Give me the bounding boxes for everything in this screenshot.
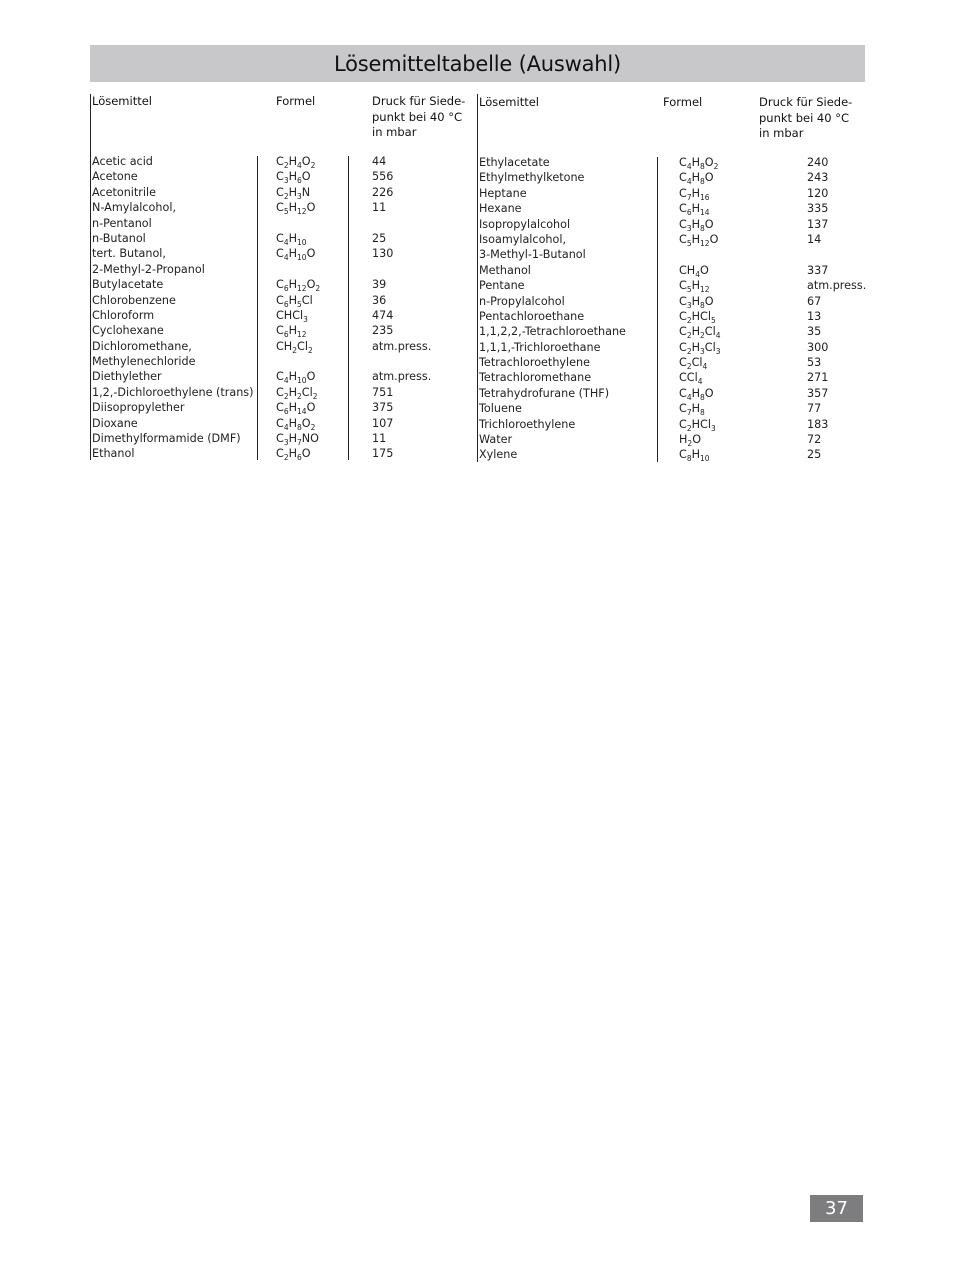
table-row bbox=[477, 201, 865, 216]
solvent-name: Diethylether bbox=[92, 370, 162, 384]
solvent-formula: $C_4H_8O$ bbox=[679, 171, 714, 187]
header-solvent: Lösemittel bbox=[92, 94, 152, 108]
table-row bbox=[90, 431, 478, 446]
solvent-formula: $C_6H_{14}O$ bbox=[276, 401, 316, 417]
solvent-name: Methylenechloride bbox=[92, 355, 196, 369]
table-row bbox=[477, 186, 865, 201]
solvent-formula: $C_6H_{14}$ bbox=[679, 202, 710, 218]
solvent-name: N-Amylalcohol, bbox=[92, 201, 176, 215]
solvent-name: Ethylacetate bbox=[479, 156, 550, 169]
table-row bbox=[477, 340, 865, 355]
boiling-pressure: 130 bbox=[372, 247, 394, 261]
solvent-formula: $C_7H_{16}$ bbox=[679, 186, 710, 202]
solvent-formula: $C_6H_{12}O_2$ bbox=[276, 278, 321, 294]
boiling-pressure: 53 bbox=[807, 356, 822, 370]
solvent-name: 3-Methyl-1-Butanol bbox=[479, 248, 586, 262]
table-row bbox=[90, 385, 478, 400]
solvent-name: Trichloroethylene bbox=[479, 417, 576, 431]
table-row bbox=[90, 246, 478, 261]
table-row bbox=[477, 401, 865, 416]
table-row bbox=[90, 231, 478, 246]
solvent-formula: $C_4H_{10}$ bbox=[276, 231, 307, 247]
table-row bbox=[477, 309, 865, 324]
boiling-pressure: 25 bbox=[372, 231, 387, 245]
boiling-pressure: 751 bbox=[372, 385, 394, 399]
solvent-name: 2-Methyl-2-Propanol bbox=[92, 262, 205, 276]
solvent-formula: $C_2H_4O_2$ bbox=[276, 155, 316, 170]
table-row bbox=[477, 370, 865, 385]
boiling-pressure: atm.press. bbox=[807, 279, 867, 293]
header-pressure-line: punkt bei 40 °C bbox=[372, 109, 462, 124]
boiling-pressure: 357 bbox=[807, 386, 829, 400]
table-row bbox=[477, 263, 865, 278]
header-pressure bbox=[759, 95, 859, 142]
solvent-formula: $C_5H_{12}O$ bbox=[276, 201, 316, 217]
solvent-name: 1,1,2,2,-Tetrachloroethane bbox=[479, 325, 626, 339]
table-row bbox=[477, 417, 865, 432]
boiling-pressure: 44 bbox=[372, 155, 387, 168]
solvent-formula: $C_4H_8O_2$ bbox=[679, 156, 719, 171]
solvent-name: Acetone bbox=[92, 170, 138, 184]
solvent-name: Dichloromethane, bbox=[92, 339, 192, 353]
boiling-pressure: 226 bbox=[372, 185, 394, 199]
solvent-formula: $C_4H_8O$ bbox=[679, 386, 714, 402]
table-row bbox=[90, 169, 478, 184]
table-body-right bbox=[477, 155, 865, 463]
boiling-pressure: 183 bbox=[807, 417, 829, 431]
table-row bbox=[90, 293, 478, 308]
solvent-name: n-Pentanol bbox=[92, 216, 152, 230]
solvent-formula: $C_2Cl_4$ bbox=[679, 356, 708, 372]
boiling-pressure: 243 bbox=[807, 171, 829, 185]
solvent-formula: $C_2H_6O$ bbox=[276, 447, 311, 463]
table-row bbox=[477, 155, 865, 170]
table-row bbox=[477, 355, 865, 370]
solvent-name: Hexane bbox=[479, 202, 522, 216]
boiling-pressure: 72 bbox=[807, 433, 822, 447]
header-pressure-line: in mbar bbox=[372, 125, 417, 139]
table-row bbox=[477, 324, 865, 339]
table-row bbox=[90, 339, 478, 354]
table-row bbox=[90, 154, 478, 169]
solvent-name: Diisopropylether bbox=[92, 401, 185, 415]
solvent-name: Butylacetate bbox=[92, 278, 164, 292]
table-row bbox=[90, 185, 478, 200]
solvent-name: Chlorobenzene bbox=[92, 293, 176, 307]
boiling-pressure: 25 bbox=[807, 448, 822, 462]
solvent-name: Acetic acid bbox=[92, 155, 153, 168]
solvent-name: Dimethylformamide (DMF) bbox=[92, 432, 241, 446]
boiling-pressure: 137 bbox=[807, 217, 829, 231]
boiling-pressure: 375 bbox=[372, 401, 394, 415]
table-row bbox=[477, 447, 865, 462]
boiling-pressure: 14 bbox=[807, 232, 822, 246]
solvent-name: Chloroform bbox=[92, 308, 155, 322]
table-row bbox=[477, 432, 865, 447]
table-row bbox=[90, 369, 478, 384]
solvent-formula: $C_4H_{10}O$ bbox=[276, 370, 316, 386]
solvent-formula: $C_4H_{10}O$ bbox=[276, 247, 316, 263]
solvent-name: 1,2,-Dichloroethylene (trans) bbox=[92, 385, 254, 399]
solvent-name: n-Butanol bbox=[92, 231, 146, 245]
header-solvent: Lösemittel bbox=[479, 95, 539, 109]
solvent-formula: $C_3H_7NO$ bbox=[276, 432, 319, 448]
boiling-pressure: 335 bbox=[807, 202, 829, 216]
solvent-formula: $C_6H_{12}$ bbox=[276, 324, 307, 340]
solvent-formula: $C_3H_8O$ bbox=[679, 294, 714, 310]
table-row bbox=[90, 323, 478, 338]
table-row bbox=[90, 200, 478, 215]
boiling-pressure: 11 bbox=[372, 432, 387, 446]
boiling-pressure: 300 bbox=[807, 340, 829, 354]
solvent-name: n-Propylalcohol bbox=[479, 294, 565, 308]
boiling-pressure: 13 bbox=[807, 309, 822, 323]
table-row bbox=[90, 400, 478, 415]
solvent-name: Methanol bbox=[479, 263, 531, 277]
solvent-name: Dioxane bbox=[92, 416, 138, 430]
boiling-pressure: 67 bbox=[807, 294, 822, 308]
solvent-formula: $C_2H_3Cl_3$ bbox=[679, 340, 721, 356]
boiling-pressure: 556 bbox=[372, 170, 394, 184]
solvent-name: Xylene bbox=[479, 448, 518, 462]
boiling-pressure: 39 bbox=[372, 278, 387, 292]
table-row bbox=[477, 170, 865, 185]
title-bar bbox=[90, 45, 865, 82]
table-row bbox=[477, 294, 865, 309]
header-pressure bbox=[372, 94, 472, 141]
header-pressure-line: Druck für Siede- bbox=[372, 94, 466, 108]
solvent-name: Pentachloroethane bbox=[479, 309, 585, 323]
solvent-formula: $C_5H_{12}$ bbox=[679, 279, 710, 295]
solvent-formula: $C_6H_5Cl$ bbox=[276, 293, 313, 309]
table-row bbox=[90, 416, 478, 431]
table-row bbox=[90, 446, 478, 461]
solvent-formula: CHCl$_3$ bbox=[276, 308, 308, 324]
page-number bbox=[810, 1195, 863, 1222]
solvent-name: Heptane bbox=[479, 186, 527, 200]
solvent-name: 1,1,1,-Trichloroethane bbox=[479, 340, 601, 354]
header-pressure-line: in mbar bbox=[759, 126, 804, 140]
solvent-name: Isopropylalcohol bbox=[479, 217, 571, 231]
boiling-pressure: atm.press. bbox=[372, 370, 432, 384]
header-formula: Formel bbox=[276, 94, 316, 108]
boiling-pressure: 337 bbox=[807, 263, 829, 277]
page-number-text: 37 bbox=[825, 1198, 848, 1219]
boiling-pressure: atm.press. bbox=[372, 339, 432, 353]
boiling-pressure: 36 bbox=[372, 293, 387, 307]
solvent-name: Tetrachloromethane bbox=[479, 371, 592, 385]
header-pressure-line: punkt bei 40 °C bbox=[759, 110, 849, 125]
solvent-formula: $CH_4O$ bbox=[679, 263, 709, 279]
solvent-formula: $C_2H_2Cl_2$ bbox=[276, 385, 318, 401]
table-row bbox=[477, 217, 865, 232]
table-body-left bbox=[90, 154, 478, 462]
boiling-pressure: 107 bbox=[372, 416, 394, 430]
page-title: Lösemitteltabelle (Auswahl) bbox=[334, 51, 621, 76]
table-row bbox=[477, 278, 865, 293]
table-row bbox=[90, 277, 478, 292]
boiling-pressure: 120 bbox=[807, 186, 829, 200]
table-row bbox=[477, 232, 865, 247]
boiling-pressure: 235 bbox=[372, 324, 394, 338]
solvent-formula: $C_2H_2Cl_4$ bbox=[679, 325, 721, 341]
solvent-name: tert. Butanol, bbox=[92, 247, 166, 261]
table-row bbox=[90, 216, 478, 231]
solvent-name: Cyclohexane bbox=[92, 324, 164, 338]
solvent-formula: $C_4H_8O_2$ bbox=[276, 416, 316, 432]
solvent-name: Water bbox=[479, 433, 513, 447]
solvent-formula: $CH_2Cl_2$ bbox=[276, 339, 313, 355]
solvent-formula: $C_8H_{10}$ bbox=[679, 448, 710, 464]
header-pressure-line: Druck für Siede- bbox=[759, 95, 853, 109]
boiling-pressure: 175 bbox=[372, 447, 394, 461]
solvent-formula: $C_2HCl_5$ bbox=[679, 309, 716, 325]
table-row bbox=[477, 386, 865, 401]
solvent-formula: $H_2O$ bbox=[679, 433, 702, 449]
table-row bbox=[90, 308, 478, 323]
solvent-name: Tetrachloroethylene bbox=[479, 356, 590, 370]
boiling-pressure: 271 bbox=[807, 371, 829, 385]
boiling-pressure: 474 bbox=[372, 308, 394, 322]
solvent-formula: $C_3H_8O$ bbox=[679, 217, 714, 233]
solvent-name: Acetonitrile bbox=[92, 185, 157, 199]
table-row bbox=[90, 262, 478, 277]
solvent-formula: $C_2HCl_3$ bbox=[679, 417, 716, 433]
boiling-pressure: 35 bbox=[807, 325, 822, 339]
solvent-formula: $C_2H_3N$ bbox=[276, 185, 311, 201]
solvent-name: Pentane bbox=[479, 279, 525, 293]
solvent-formula: $C_5H_{12}O$ bbox=[679, 232, 719, 248]
solvent-name: Toluene bbox=[479, 402, 522, 416]
solvent-formula: CCl$_4$ bbox=[679, 371, 703, 387]
header-formula: Formel bbox=[663, 95, 703, 109]
table-row bbox=[90, 354, 478, 369]
solvent-formula: $C_3H_6O$ bbox=[276, 170, 311, 186]
boiling-pressure: 77 bbox=[807, 402, 822, 416]
boiling-pressure: 11 bbox=[372, 201, 387, 215]
solvent-name: Isoamylalcohol, bbox=[479, 232, 567, 246]
boiling-pressure: 240 bbox=[807, 156, 829, 169]
solvent-name: Ethanol bbox=[92, 447, 135, 461]
table-row bbox=[477, 247, 865, 262]
solvent-name: Tetrahydrofurane (THF) bbox=[479, 386, 610, 400]
solvent-name: Ethylmethylketone bbox=[479, 171, 585, 185]
solvent-formula: $C_7H_8$ bbox=[679, 402, 705, 418]
